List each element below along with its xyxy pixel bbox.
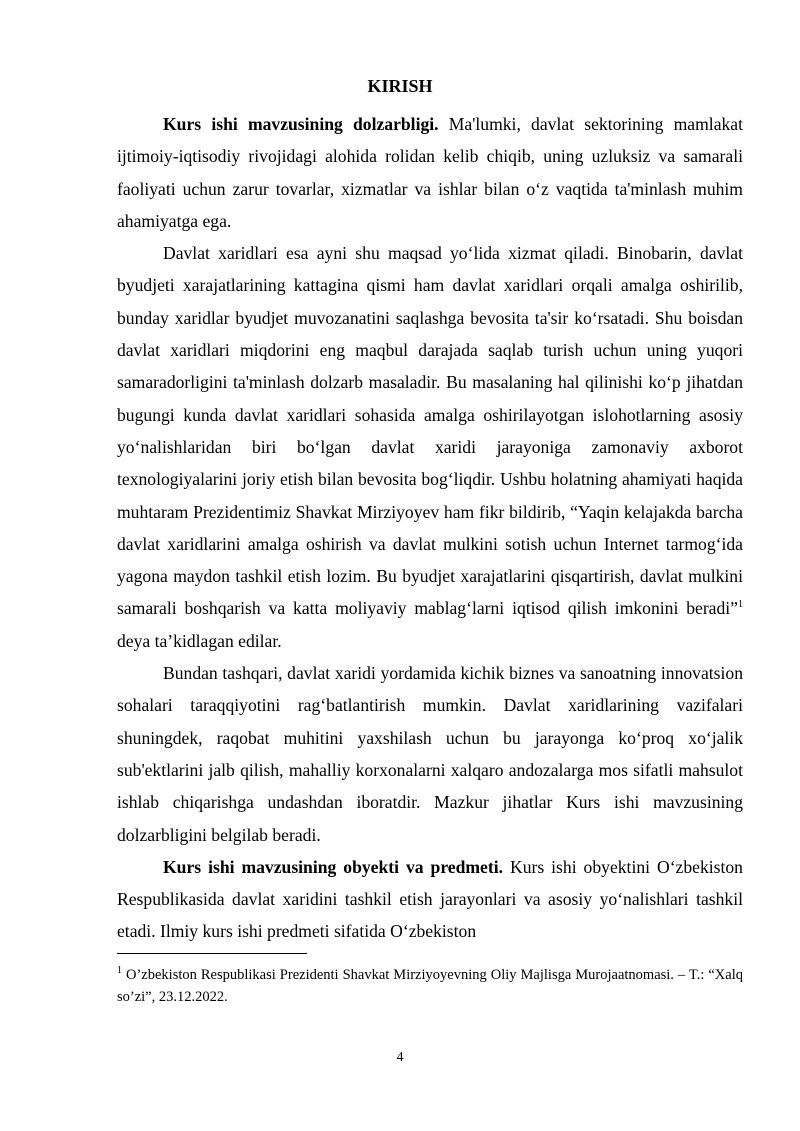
page-title: KIRISH xyxy=(367,76,433,96)
paragraph-text: Kurs ishi obyektini O‘zbekiston Respublikasida davlat xaridini tashkil etish jarayonlari va asosiy yo‘nalishlari tashkil etadi. Ilmiy kurs ishi predmeti sifatida O‘zbekiston xyxy=(117,856,743,942)
paragraph-text: Davlat xaridlari esa ayni shu maqsad yo‘lida xizmat qiladi. Binobarin, davlat byudjeti xarajatlarining kattagina qismi ham davlat xaridlari orqali amalga oshirilib, bunday xaridlar byudjet muvozanatini saqlashga bevosita ta'sir ko‘rsatadi. Shu boisdan davlat xaridlari miqdorini eng maqbul darajada saqlab turish uchun uning yuqori samaradorligini ta'minlash dolzarb masaladir. Bu masalaning hal qilinishi ko‘p jihatdan bugungi kunda davlat xaridlari sohasida amalga oshirilayotgan islohotlarning asosiy yo‘nalishlaridan biri bo‘lgan davlat xaridi jarayoniga zamonaviy axborot texnologiyalarini joriy etish bilan bevosita bog‘liqdir. Ushbu holatning ahamiyati haqida muhtaram Prezidentimiz Shavkat Mirziyoyev ham fikr bildirib, “Yaqin kelajakda barcha davlat xaridlarini amalga oshirish va davlat mulkini sotish uchun Internet tarmog‘ida yagona maydon tashkil etish lozim. Bu byudjet xarajatlarini qisqartirish, davlat mulkini samarali boshqarish va katta moliyaviy mablag‘larni iqtisod qilish imkonini beradi” xyxy=(117,243,743,619)
paragraph-object-subject xyxy=(117,851,743,948)
heading-relevance: Kurs ishi mavzusining dolzarbligi. xyxy=(163,114,439,134)
page-number: 4 xyxy=(396,1050,404,1065)
footnote-reference[interactable]: 1 xyxy=(738,599,743,611)
paragraph-relevance xyxy=(117,108,743,237)
paragraph-innovation xyxy=(117,657,743,851)
heading-object-subject: Kurs ishi mavzusining obyekti va predmeti. xyxy=(163,856,504,877)
body-text xyxy=(117,108,743,948)
footnote-divider xyxy=(117,953,307,954)
paragraph-text: deya ta’kidlagan edilar. xyxy=(117,630,282,651)
footnote-marker: 1 xyxy=(117,965,122,977)
footnote-text: O’zbekiston Respublikasi Prezidenti Shavkat Mirziyoyevning Oliy Majlisga Murojaatnomasi. – T.: “Xalq so’zi”, 23.12.2022. xyxy=(117,967,743,1005)
paragraph-text: Ma'lumki, davlat sektorining mamlakat ijtimoiy-iqtisodiy rivojidagi alohida rolidan kelib chiqib, uning uzluksiz va samarali faoliyati uchun zarur tovarlar, xizmatlar va ishlar bilan o‘z vaqtida ta'minlash muhim ahamiyatga ega. xyxy=(117,114,743,231)
paragraph-procurement xyxy=(117,237,743,657)
footnote xyxy=(117,964,743,1008)
paragraph-text: Bundan tashqari, davlat xaridi yordamida kichik biznes va sanoatning innovatsion sohalari taraqqiyotini rag‘batlantirish mumkin. Davlat xaridlarining vazifalari shuningdek, raqobat muhitini yaxshilash uchun bu jarayonga ko‘proq xo‘jalik sub'ektlarini jalb qilish, mahalliy korxonalarni xalqaro andozalarga mos sifatli mahsulot ishlab chiqarishga undashdan iboratdir. Mazkur jihatlar Kurs ishi mavzusining dolzarbligini belgilab beradi. xyxy=(117,663,743,845)
